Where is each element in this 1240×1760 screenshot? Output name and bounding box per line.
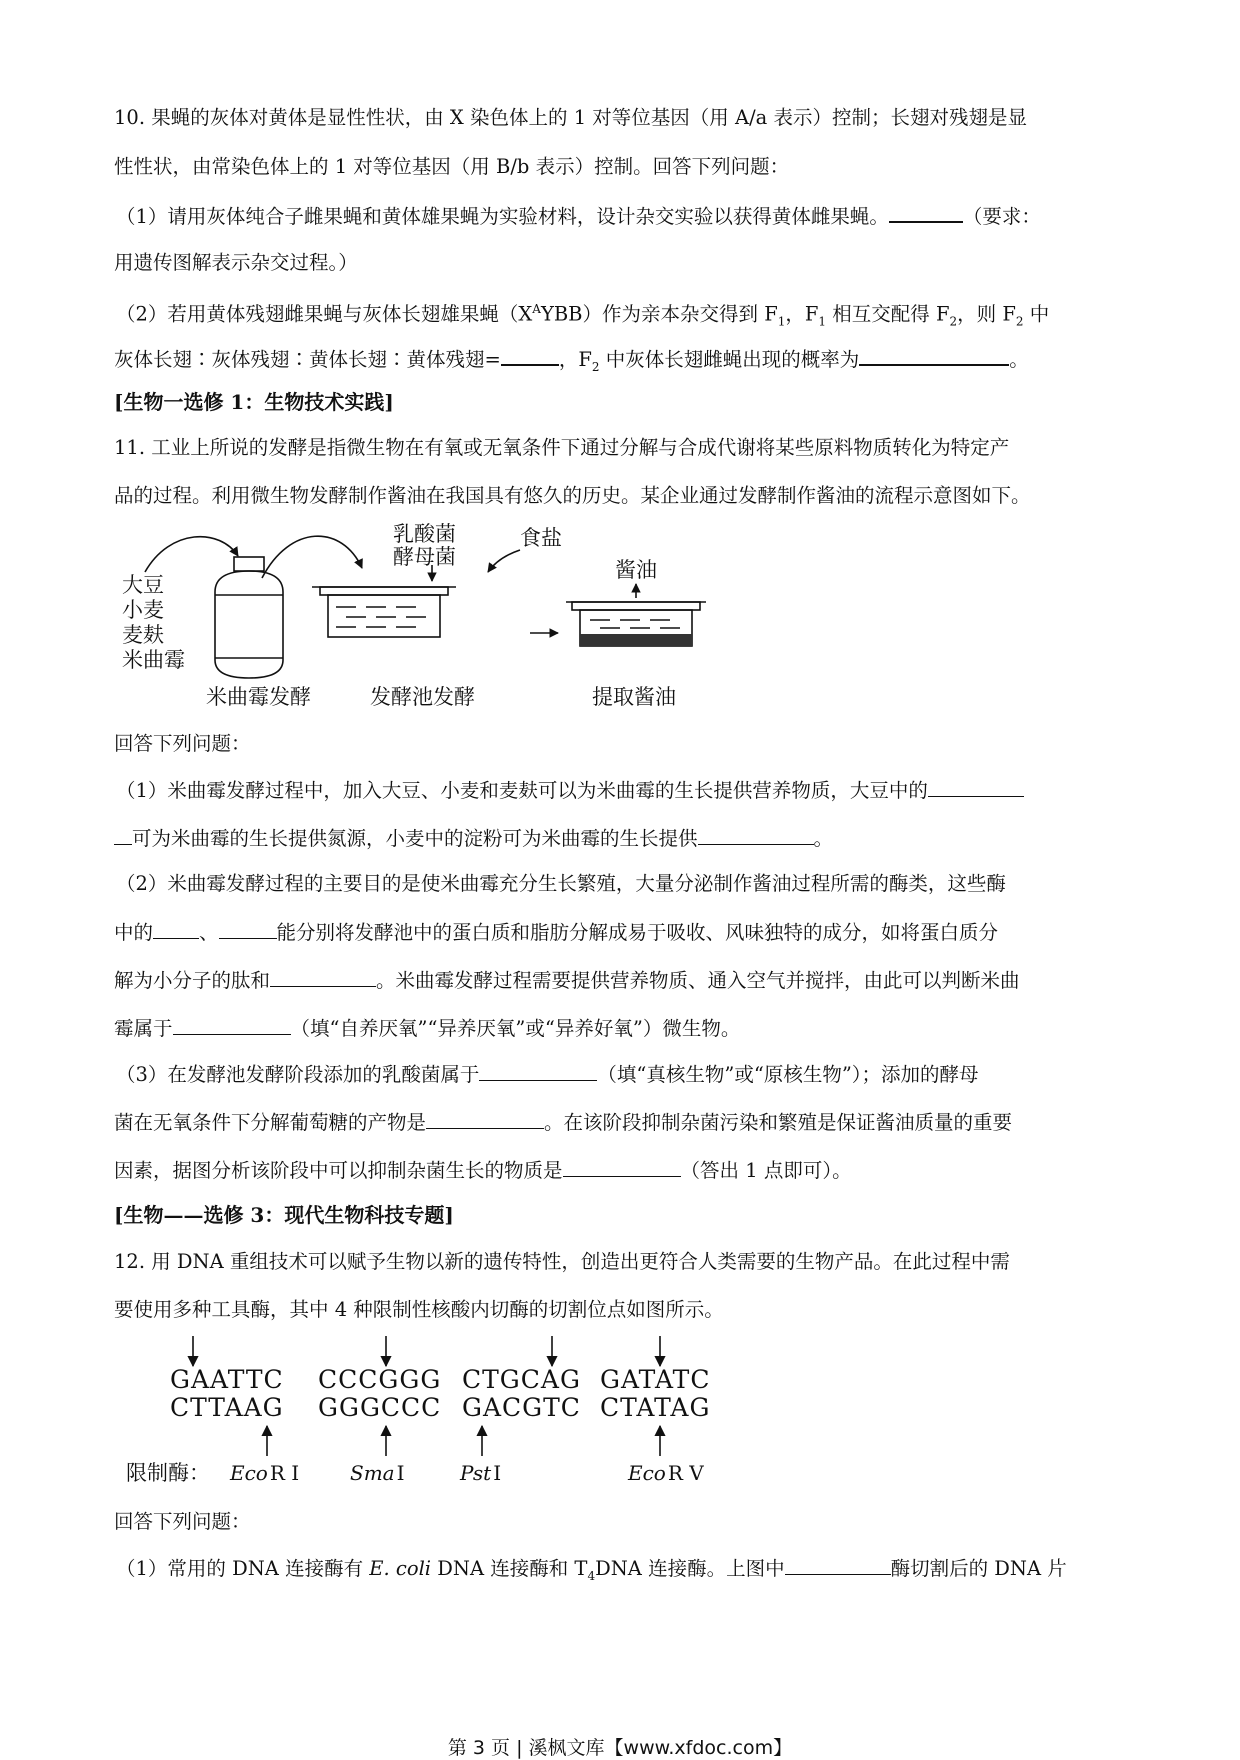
dna-top-strand: CTGCAG xyxy=(462,1365,581,1394)
q11-part2-line4: 霉属于 （填“自养厌氧”“异养厌氧”或“异养好氧”）微生物。 xyxy=(114,1017,741,1040)
q11-line2: 品的过程。利用微生物发酵制作酱油在我国具有悠久的历史。某企业通过发酵制作酱油的流程示意图如下。 xyxy=(114,484,1031,507)
answer-blank[interactable] xyxy=(785,1556,891,1575)
q11-part3: （3）在发酵池发酵阶段添加的乳酸菌属于 （填“真核生物”或“原核生物”）；添加的酵母 xyxy=(116,1063,979,1086)
q10-line1: 10. 果蝇的灰体对黄体是显性性状，由 X 染色体上的 1 对等位基因（用 A/a 表示）控制；长翅对残翅是显 xyxy=(114,106,1027,129)
dna-bottom-strand: CTTAAG xyxy=(170,1393,284,1422)
salt-label: 食盐 xyxy=(520,526,562,550)
microbe-label: 乳酸菌 xyxy=(393,522,456,546)
q11-part3-line3: 因素，据图分析该阶段中可以抑制杂菌生长的物质是 （答出 1 点即可）。 xyxy=(114,1159,852,1182)
answer-blank[interactable] xyxy=(270,968,376,987)
q11-line1: 11. 工业上所说的发酵是指微生物在有氧或无氧条件下通过分解与合成代谢将某些原料物质转化为特定产 xyxy=(114,436,1010,459)
arrow-icon xyxy=(262,536,362,578)
stage-label: 发酵池发酵 xyxy=(370,685,475,709)
answer-blank[interactable] xyxy=(928,778,1024,797)
arrow-icon xyxy=(145,537,238,572)
q10-line2: 性性状，由常染色体上的 1 对等位基因（用 B/b 表示）控制。回答下列问题： xyxy=(114,155,790,178)
q11-part2-line3: 解为小分子的肽和 。米曲霉发酵过程需要提供营养物质、通入空气并搅拌，由此可以判断米曲 xyxy=(114,969,1020,992)
section-heading-elective3: [生物——选修 3：现代生物科技专题] xyxy=(114,1203,454,1227)
q10-line4: 用遗传图解表示杂交过程。） xyxy=(114,251,358,274)
answer-blank[interactable] xyxy=(501,346,559,366)
dna-bottom-strand: GGGCCC xyxy=(318,1393,442,1422)
q11-part2: （2）米曲霉发酵过程的主要目的是使米曲霉充分生长繁殖，大量分泌制作酱油过程所需的酶类，这些酶 xyxy=(116,872,1006,895)
answer-blank[interactable] xyxy=(859,346,1009,366)
answer-blank[interactable] xyxy=(563,1158,681,1177)
sediment-layer xyxy=(580,634,692,646)
stage-label: 提取酱油 xyxy=(592,685,676,709)
input-label: 米曲霉 xyxy=(122,648,185,672)
q11-part1: （1）米曲霉发酵过程中，加入大豆、小麦和麦麸可以为米曲霉的生长提供营养物质，大豆中的 xyxy=(116,778,1126,803)
q12-part1: （1）常用的 DNA 连接酶有 E. coli DNA 连接酶和 $T_4DNA$ 连接酶。上图中 酶切割后的 DNA 片 xyxy=(116,1557,1067,1583)
answer-blank[interactable] xyxy=(153,920,199,939)
input-label: 麦麸 xyxy=(122,623,164,647)
soy-sauce-process-diagram xyxy=(110,520,730,720)
dna-top-strand: GAATTC xyxy=(170,1365,284,1394)
fermenter-tank-icon xyxy=(215,557,283,678)
q10-part2: （2）若用黄体残翅雌果蝇与灰体长翅雄果蝇$(X^AYBB)$作为亲本杂交得到 $F_1$，$F_1$ 相互交配得 $F_2$，则 $F_2$ 中 xyxy=(116,302,1050,329)
microbe-label: 酵母菌 xyxy=(393,545,456,569)
restriction-enzyme-diagram xyxy=(120,1330,740,1488)
enzyme-name-ecori: Eco R I xyxy=(230,1461,300,1485)
fermentation-pool-icon xyxy=(312,587,456,637)
section-heading-elective1: [生物一选修 1：生物技术实践] xyxy=(114,390,394,414)
enzyme-row-label: 限制酶： xyxy=(126,1461,210,1485)
q11-prompt: 回答下列问题： xyxy=(114,732,251,755)
enzyme-name-ecorv: Eco R V xyxy=(628,1461,704,1485)
q10-line6: 灰体长翅∶灰体残翅∶黄体长翅∶黄体残翅= ，$F_2$ 中灰体长翅雌蝇出现的概率为 。 xyxy=(114,348,1029,374)
q12-line1: 12. 用 DNA 重组技术可以赋予生物以新的遗传特性，创造出更符合人类需要的生物产品。在此过程中需 xyxy=(114,1250,1010,1273)
answer-blank[interactable] xyxy=(698,826,814,845)
product-label: 酱油 xyxy=(615,558,657,582)
q11-part2-line2: 中的 、 能分别将发酵池中的蛋白质和脂肪分解成易于吸收、风味独特的成分，如将蛋白质分 xyxy=(114,921,999,944)
stage-label: 米曲霉发酵 xyxy=(206,685,311,709)
enzyme-name-psti: Pst I xyxy=(460,1461,502,1485)
dna-top-strand: CCCGGG xyxy=(318,1365,442,1394)
dna-top-strand: GATATC xyxy=(600,1365,711,1394)
q12-line2: 要使用多种工具酶，其中 4 种限制性核酸内切酶的切割位点如图所示。 xyxy=(114,1298,724,1321)
answer-blank[interactable] xyxy=(114,826,132,845)
dna-bottom-strand: CTATAG xyxy=(600,1393,711,1422)
answer-blank[interactable] xyxy=(479,1062,597,1081)
q11-part3-line2: 菌在无氧条件下分解葡萄糖的产物是 。在该阶段抑制杂菌污染和繁殖是保证酱油质量的重要 xyxy=(114,1111,1013,1134)
answer-blank[interactable] xyxy=(173,1016,291,1035)
enzyme-name-smai: Sma I xyxy=(350,1461,405,1485)
q12-prompt: 回答下列问题： xyxy=(114,1510,251,1533)
input-label: 大豆 xyxy=(122,573,164,597)
input-label: 小麦 xyxy=(122,598,164,622)
arrow-icon xyxy=(488,550,520,572)
answer-blank[interactable] xyxy=(889,203,963,223)
q11-part1-cont: 可为米曲霉的生长提供氮源，小麦中的淀粉可为米曲霉的生长提供 。 xyxy=(114,826,1124,851)
dna-bottom-strand: GACGTC xyxy=(462,1393,581,1422)
page-footer: 第 3 页 | 溪枫文库【www.xfdoc.com】 xyxy=(447,1737,793,1759)
answer-blank[interactable] xyxy=(426,1110,544,1129)
answer-blank[interactable] xyxy=(219,920,277,939)
q10-part1: （1）请用灰体纯合子雌果蝇和黄体雄果蝇为实验材料，设计杂交实验以获得黄体雌果蝇。 （要求： xyxy=(116,205,1041,228)
